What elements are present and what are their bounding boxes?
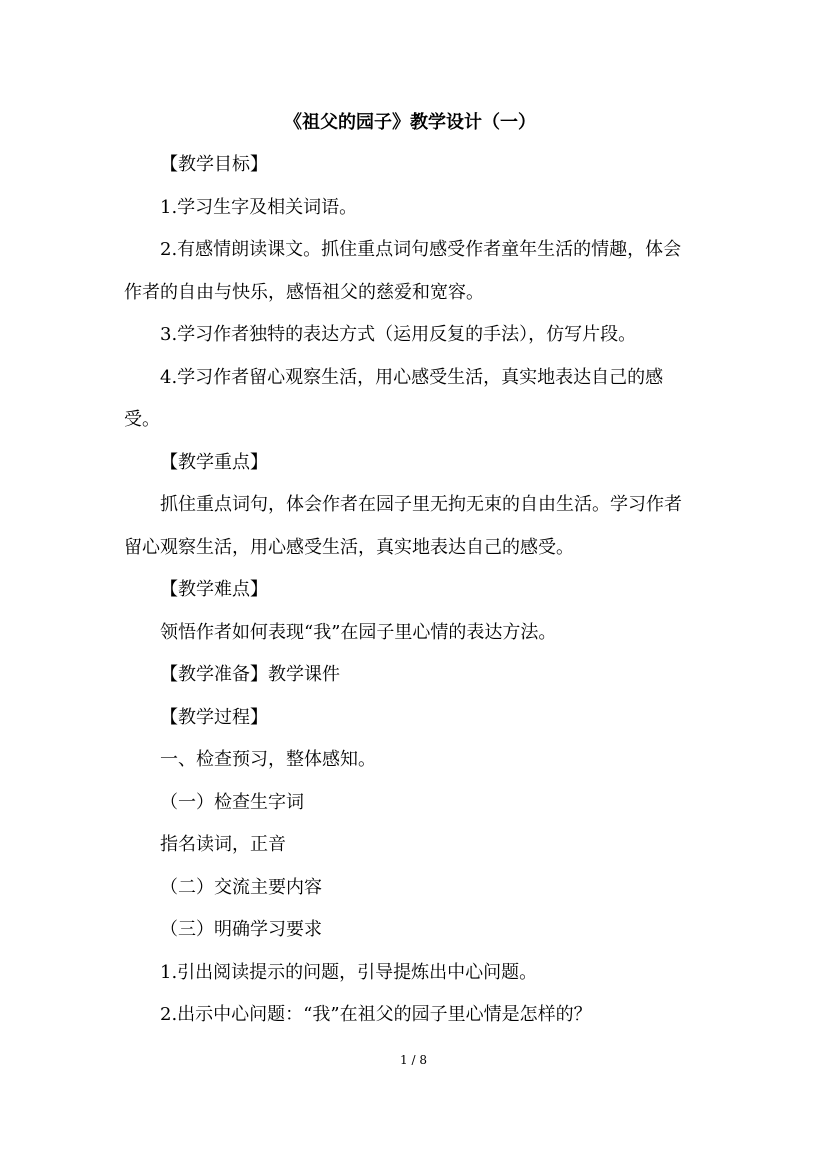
key-points-text: 抓住重点词句，体会作者在园子里无拘无束的自由生活。学习作者留心观察生活，用心感受生活，真实地表达自己的感受。 [124,494,682,558]
difficulties-text: 领悟作者如何表现“我”在园子里心情的表达方法。 [160,621,557,643]
process-substep-3-item-1: 1.引出阅读提示的问题，引导提炼出中心问题。 [160,961,538,983]
process-substep-3-item-2: 2.出示中心问题：“我”在祖父的园子里心情是怎样的？ [160,1004,592,1025]
heading-preparation: 【教学准备】教学课件 [160,664,340,685]
process-step-1: 一、检查预习，整体感知。 [160,749,376,770]
process-substep-1: （一）检查生字词 [160,791,304,813]
heading-teaching-goals: 【教学目标】 [160,154,268,175]
goal-item-1: 1.学习生字及相关词语。 [160,196,358,218]
document-body [124,102,696,1037]
process-substep-3: （三）明确学习要求 [160,919,322,940]
document-title: 《祖父的园子》教学设计（一） [284,112,536,133]
heading-key-points: 【教学重点】 [160,451,268,473]
goal-item-4: 4.学习作者留心观察生活，用心感受生活，真实地表达自己的感受。 [124,366,664,430]
goal-item-2: 2.有感情朗读课文。抓住重点词句感受作者童年生活的情趣，体会作者的自由与快乐，感悟祖父的慈爱和宽容。 [124,239,682,303]
heading-process: 【教学过程】 [160,706,268,728]
page-number: 1 / 8 [400,1053,427,1067]
process-substep-1-text: 指名读词，正音 [160,834,286,855]
process-substep-2: （二）交流主要内容 [160,876,322,898]
heading-difficulties: 【教学难点】 [160,579,268,600]
goal-item-3: 3.学习作者独特的表达方式（运用反复的手法），仿写片段。 [160,324,637,345]
